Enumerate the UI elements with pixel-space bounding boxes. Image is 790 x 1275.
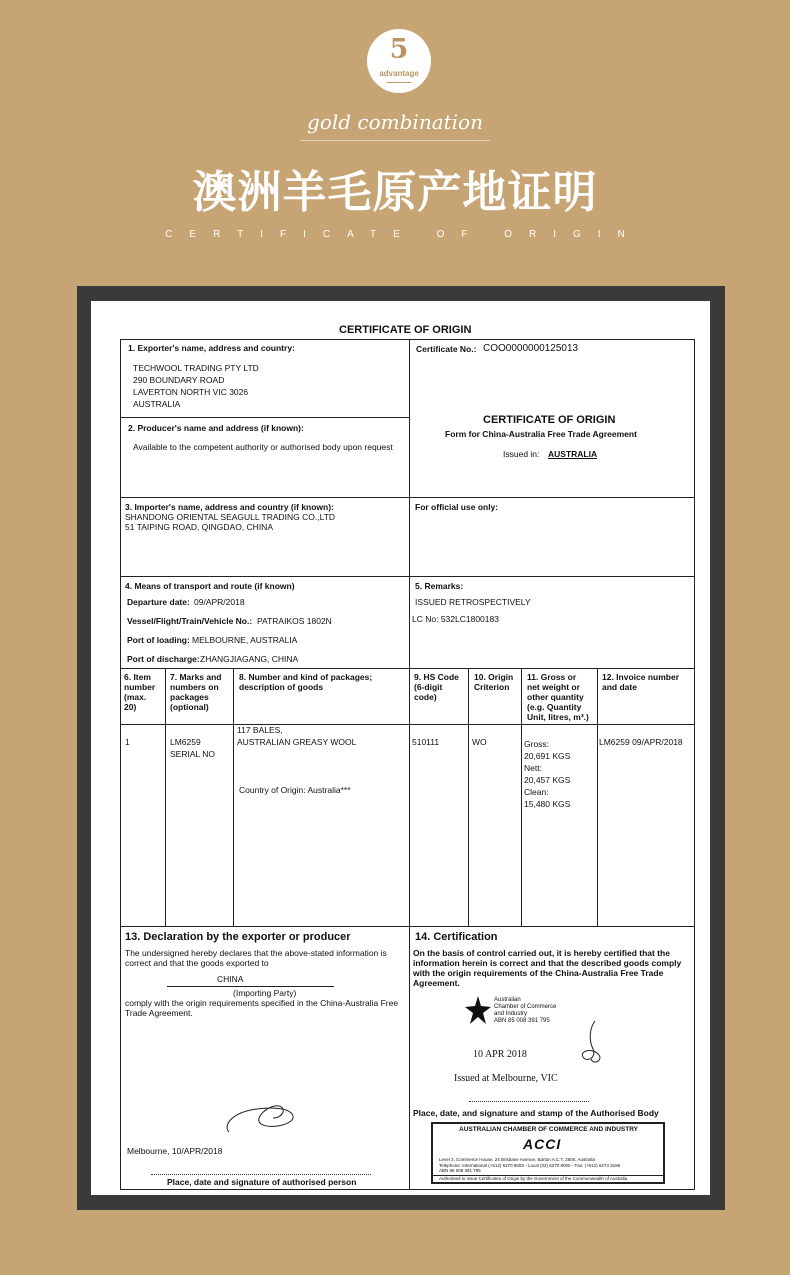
- header-item: 6. Item number (max. 20): [124, 672, 156, 712]
- form-border: [120, 339, 695, 1190]
- issued-label: Issued in:: [503, 449, 540, 459]
- declaration-title: 13. Declaration by the exporter or producer: [125, 931, 351, 943]
- vessel-label: Vessel/Flight/Train/Vehicle No.:: [127, 616, 253, 626]
- importer-line: 51 TAIPING ROAD, QINGDAO, CHINA: [125, 522, 273, 532]
- acci-mark: Australian Chamber of Commerce and Industry ABN 85 008 391 795: [494, 997, 557, 1024]
- origin-criterion: WO: [472, 737, 487, 747]
- issued-at: Issued at Melbourne, VIC: [454, 1073, 558, 1084]
- exporter-line: TECHWOOL TRADING PTY LTD: [133, 363, 259, 373]
- vessel-value: PATRAIKOS 1802N: [257, 616, 332, 626]
- stamp-authorisation: Authorised to issue Certificates of Origin by the Government of the Commonwealth of Australia: [439, 1176, 628, 1181]
- cert-no-value: COO0000000125013: [483, 343, 579, 354]
- discharge-value: ZHANGJIAGANG, CHINA: [200, 654, 299, 664]
- header-marks: 7. Marks and numbers on packages (optional): [170, 672, 222, 712]
- invoice-value: LM6259 09/APR/2018: [599, 737, 683, 747]
- acci-star-icon: [465, 996, 491, 1026]
- issued-value: AUSTRALIA: [548, 449, 598, 459]
- certificate-paper: [91, 301, 710, 1195]
- declaration-text: correct and that the goods exported to: [125, 958, 269, 968]
- producer-text: Available to the competent authority or authorised body upon request: [133, 442, 393, 452]
- hs-code: 510111: [412, 737, 440, 747]
- advantage-badge: [367, 29, 431, 93]
- header-hs: 9. HS Code (6-digit code): [414, 672, 459, 702]
- item-number: 1: [125, 737, 130, 747]
- declaration-text: Trade Agreement.: [125, 1008, 193, 1018]
- marks-line: LM6259: [170, 737, 201, 747]
- remarks-line: ISSUED RETROSPECTIVELY: [415, 597, 531, 607]
- certifier-footer: Place, date, and signature and stamp of the Authorised Body: [413, 1108, 659, 1118]
- certifier-signature: [579, 1019, 605, 1067]
- certification-text: On the basis of control carried out, it is hereby certified that the information herein is correct and that the described goods comply with the origin requirements of the China-Australia Free Trade Agreement.: [413, 948, 682, 988]
- remarks-label: 5. Remarks:: [415, 581, 464, 591]
- exporter-line: AUSTRALIA: [133, 399, 181, 409]
- certification-title: 14. Certification: [415, 931, 498, 943]
- importer-label: 3. Importer's name, address and country (if known):: [125, 502, 334, 512]
- loading-value: MELBOURNE, AUSTRALIA: [192, 635, 298, 645]
- importing-party-label: (Importing Party): [233, 988, 297, 998]
- acci-logo: ACCI: [523, 1136, 562, 1152]
- declaration-text: comply with the origin requirements specified in the China-Australia Free: [125, 998, 399, 1008]
- discharge-label: Port of discharge:: [127, 654, 200, 664]
- exporter-label: 1. Exporter's name, address and country:: [128, 343, 295, 353]
- exporter-line: 290 BOUNDARY ROAD: [133, 375, 225, 385]
- stamp-title: AUSTRALIAN CHAMBER OF COMMERCE AND INDUSTRY: [459, 1126, 638, 1133]
- exporter-signature: [221, 1096, 301, 1141]
- acci-stamp: [431, 1122, 665, 1184]
- header-criterion: 10. Origin Criterion: [474, 672, 514, 692]
- script-underline: [300, 140, 490, 141]
- certification-date: 10 APR 2018: [473, 1049, 527, 1060]
- loading-label: Port of loading:: [127, 635, 190, 645]
- exporter-place-date: Melbourne, 10/APR/2018: [127, 1146, 223, 1156]
- origin-note: Country of Origin: Australia***: [239, 785, 351, 795]
- desc-line: AUSTRALIAN GREASY WOOL: [237, 737, 357, 747]
- producer-label: 2. Producer's name and address (if known):: [128, 423, 304, 433]
- remarks-line: LC No: 532LC1800183: [412, 614, 499, 624]
- exporter-line: LAVERTON NORTH VIC 3026: [133, 387, 249, 397]
- marks-line: SERIAL NO: [170, 749, 216, 759]
- doc-title: CERTIFICATE OF ORIGIN: [339, 324, 472, 336]
- cert-no-label: Certificate No.:: [416, 344, 477, 354]
- stamp-address: Level 3, Commerce House, 24 Brisbane Avenue, Barton A.C.T. 2600, Australia Telephone: International (+612) 6270 8000 - Local (02) 6270 8000 - Fax: (+612) 6273 3196 ABN 85 008 391 795: [439, 1157, 621, 1173]
- header-quantity: 11. Gross or net weight or other quantity (e.g. Quantity Unit, litres, m³.): [527, 672, 589, 722]
- quantity-cell: Gross: 20,691 KGS Nett: 20,457 KGS Clean: 15,480 KGS: [524, 739, 571, 809]
- page-title: 澳洲羊毛原产地证明: [192, 167, 598, 218]
- transport-label: 4. Means of transport and route (if known): [125, 581, 295, 591]
- importer-line: SHANDONG ORIENTAL SEAGULL TRADING CO.,LTD: [125, 512, 336, 522]
- badge-label: advantage: [379, 69, 419, 78]
- desc-line: 117 BALES,: [237, 725, 283, 735]
- cert-center-title: CERTIFICATE OF ORIGIN: [483, 414, 616, 426]
- script-subtitle: gold combination: [307, 110, 483, 134]
- badge-number: 5: [389, 34, 409, 65]
- cert-form: Form for China-Australia Free Trade Agreement: [445, 429, 637, 439]
- exporter-footer: Place, date and signature of authorised person: [167, 1177, 357, 1187]
- header-description: 8. Number and kind of packages; description of goods: [239, 672, 373, 692]
- header-invoice: 12. Invoice number and date: [602, 672, 679, 692]
- declaration-text: The undersigned hereby declares that the above-stated information is: [125, 948, 387, 958]
- official-label: For official use only:: [415, 502, 499, 512]
- export-country: CHINA: [217, 974, 244, 984]
- badge-divider: [387, 82, 411, 83]
- departure-value: 09/APR/2018: [194, 597, 245, 607]
- departure-label: Departure date:: [127, 597, 190, 607]
- page-subtitle: CERTIFICATE OF ORIGIN: [165, 229, 642, 240]
